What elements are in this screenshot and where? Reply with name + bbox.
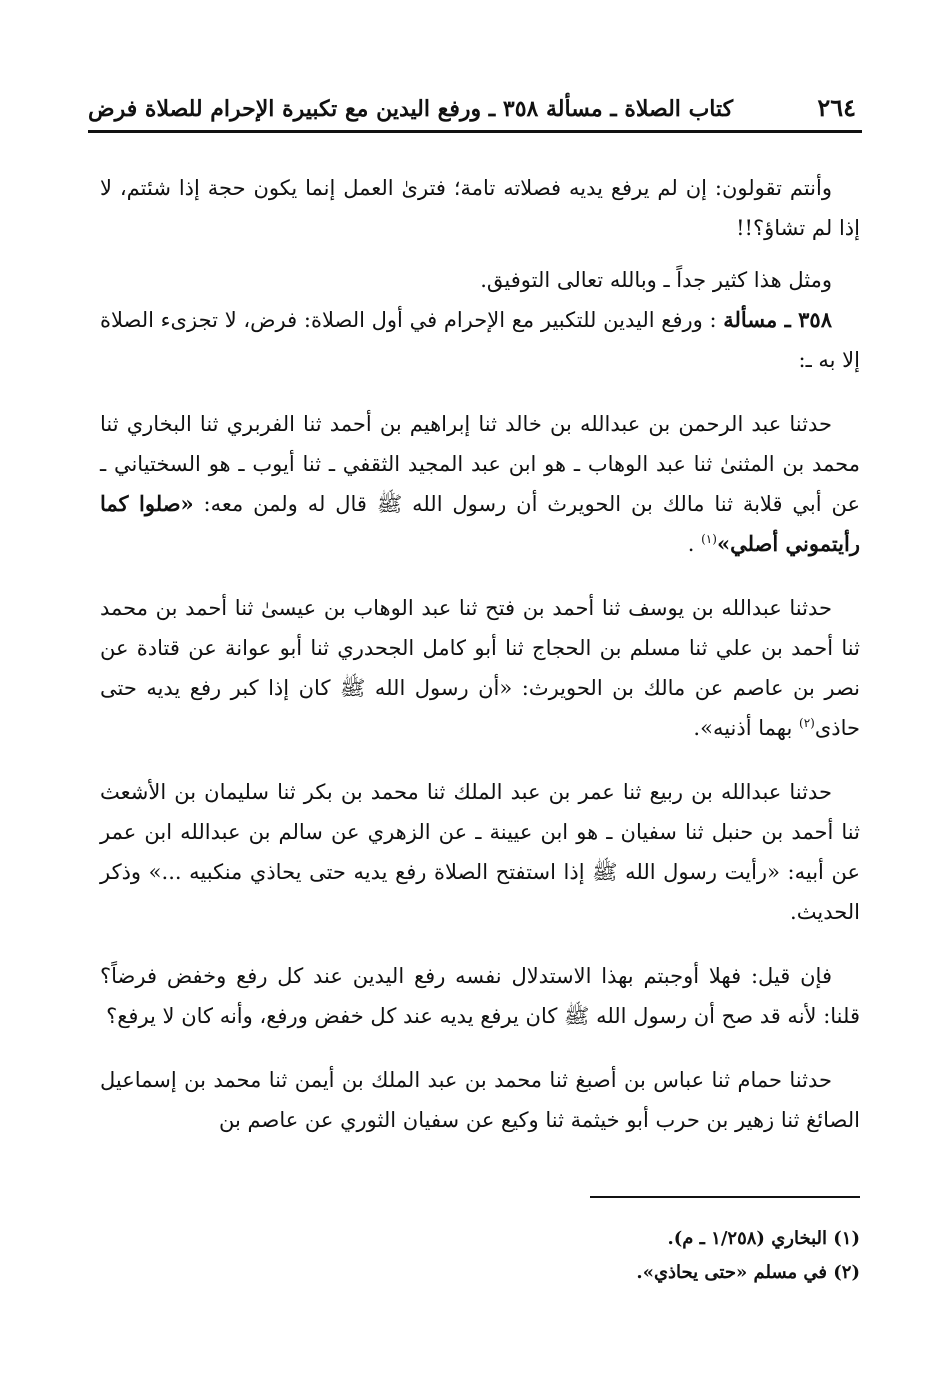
- hadith-paragraph: [100, 404, 860, 564]
- page-header: [88, 78, 856, 122]
- hadith-paragraph: حدثنا عبدالله بن ربيع ثنا عمر بن عبد الملك ثنا محمد بن بكر ثنا سليمان بن الأشعث ثنا أحمد بن حنبل ثنا سفيان ـ هو ابن عيينة ـ عن الزهري عن سالم بن عبدالله ابن عمر عن أبيه: «رأيت رسول الله ﷺ إذا استفتح الصلاة رفع يديه حتى يحاذي منكبيه ...» وذكر الحديث.: [100, 780, 860, 924]
- hadith-quote: «صلوا كما رأيتموني أصلي»: [100, 491, 860, 556]
- issue-number: ٣٥٨ ـ مسألة: [723, 307, 832, 332]
- main-text: [100, 168, 860, 1140]
- paragraph-end: بهما أذنيه».: [693, 716, 793, 740]
- objection-paragraph: فإن قيل: فهلا أوجبتم بهذا الاستدلال نفسه رفع اليدين عند كل رفع وخفض فرضاً؟ قلنا: لأنه قد صح أن رسول الله ﷺ كان يرفع يديه عند كل خفض ورفع، وأنه كان لا يرفع؟: [100, 964, 860, 1028]
- footnote-rule: [590, 1196, 860, 1198]
- paragraph-end: .: [687, 532, 695, 556]
- footnote-ref: (٢): [799, 716, 815, 730]
- isnad-text: حدثنا عبد الرحمن بن عبدالله بن خالد ثنا إبراهيم بن أحمد ثنا الفربري ثنا البخاري ثنا محمد بن المثنىٰ ثنا عبد الوهاب ـ هو ابن عبد المجيد الثقفي ـ ثنا أيوب ـ هو السختياني ـ عن أبي قلابة ثنا مالك بن الحويرث أن رسول الله ﷺ قال له ولمن معه:: [100, 412, 860, 516]
- footnote-2: (٢) في مسلم «حتى يحاذي».: [636, 1262, 860, 1283]
- issue-paragraph: [100, 300, 860, 380]
- hadith-paragraph: حدثنا حمام ثنا عباس بن أصبغ ثنا محمد بن عبد الملك بن أيمن ثنا محمد بن إسماعيل الصائغ ثنا زهير بن حرب أبو خيثمة ثنا وكيع عن سفيان الثوري عن عاصم بن: [100, 1068, 860, 1132]
- header-rule: [88, 130, 862, 133]
- footnote-ref: (١): [701, 532, 717, 546]
- isnad-text: حدثنا عبدالله بن يوسف ثنا أحمد بن فتح ثنا عبد الوهاب بن عيسىٰ ثنا أحمد بن محمد ثنا أحمد بن علي ثنا مسلم بن الحجاج ثنا أبو كامل الجحدري ثنا أبو عوانة عن قتادة عن نصر بن عاصم عن مالك بن الحويرث: «أن رسول الله ﷺ كان إذا كبر رفع يديه حتى حاذى: [100, 596, 860, 740]
- paragraph: وأنتم تقولون: إن لم يرفع يديه فصلاته تامة؛ فترىٰ العمل إنما يكون حجة إذا شئتم، لا إذا لم تشاؤ؟!!: [100, 176, 860, 240]
- page-number: ٢٦٤: [817, 93, 856, 122]
- footnote-1: (١) البخاري (١/٢٥٨ ـ م).: [667, 1228, 860, 1249]
- paragraph: ومثل هذا كثير جداً ـ وبالله تعالى التوفيق.: [480, 268, 832, 292]
- footnotes: [100, 1222, 860, 1290]
- issue-text: : ورفع اليدين للتكبير مع الإحرام في أول الصلاة: فرض، لا تجزىء الصلاة إلا به ـ:: [100, 308, 860, 372]
- hadith-paragraph: [100, 588, 860, 748]
- running-title: كتاب الصلاة ـ مسألة ٣٥٨ ـ ورفع اليدين مع تكبيرة الإحرام للصلاة فرض: [88, 96, 734, 122]
